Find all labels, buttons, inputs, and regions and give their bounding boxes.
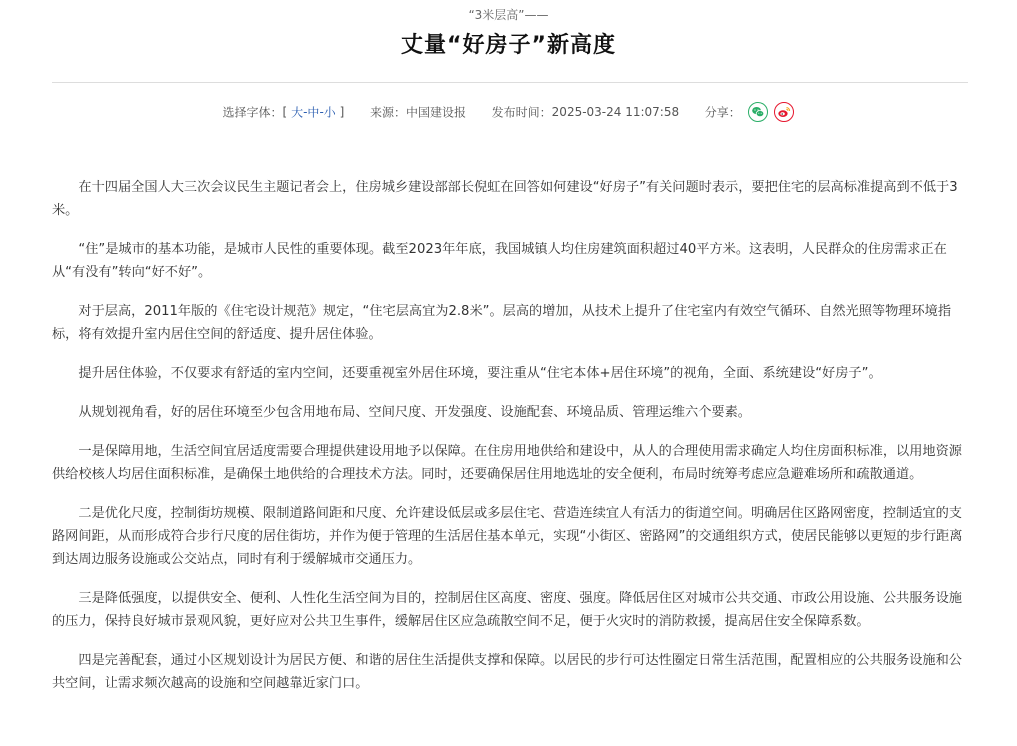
article-paragraph: “住”是城市的基本功能，是城市人民性的重要体现。截至2023年年底，我国城镇人均住房建筑面积超过40平方米。这表明，人民群众的住房需求正在从“有没有”转向“好不好”。 <box>52 242 947 280</box>
font-size-close-bracket: ] <box>339 105 345 119</box>
article-subtitle: “3米层高”—— <box>468 8 549 22</box>
font-size-label: 选择字体： <box>222 105 283 120</box>
source-value: 中国建设报 <box>405 105 466 120</box>
article-body <box>52 176 970 711</box>
share-label: 分享： <box>704 105 741 120</box>
article-paragraph: 从规划视角看，好的居住环境至少包含用地布局、空间尺度、开发强度、设施配套、环境品质、管理运维六个要素。 <box>78 405 751 420</box>
weibo-share-button[interactable] <box>774 102 794 122</box>
publish-time-label: 发布时间： <box>491 105 552 120</box>
article-paragraph: 二是优化尺度，控制街坊规模、限制道路间距和尺度、允许建设低层或多层住宅、营造连续宜人有活力的街道空间。明确居住区路网密度，控制适宜的支路网间距，从而形成符合步行尺度的居住街坊，并作为便于管理的生活居住基本单元，实现“小街区、密路网”的交通组织方式，使居民能够以更短的步行距离到达周边服务设施或公交站点，同时有利于缓解城市交通压力。 <box>52 506 963 567</box>
article-paragraph: 一是保障用地，生活空间宜居适度需要合理提供建设用地予以保障。在住房用地供给和建设中，从人的合理使用需求确定人均住房面积标准，以用地资源供给校核人均居住面积标准，是确保土地供给的合理技术方法。同时，还要确保居住用地选址的安全便利，布局时统筹考虑应急避难场所和疏散通道。 <box>52 444 962 482</box>
article-paragraph: 四是完善配套，通过小区规划设计为居民方便、和谐的居住生活提供支撑和保障。以居民的步行可达性圈定日常生活范围，配置相应的公共服务设施和公共空间，让需求频次越高的设施和空间越靠近家门口。 <box>52 653 962 691</box>
wechat-share-button[interactable] <box>748 102 768 122</box>
font-large-link[interactable]: 大 <box>291 105 304 120</box>
article-paragraph: 在十四届全国人大三次会议民生主题记者会上，住房城乡建设部部长倪虹在回答如何建设“好房子”有关问题时表示，要把住宅的层高标准提高到不低于3米。 <box>52 180 958 218</box>
font-size-open-bracket: [ <box>282 105 288 119</box>
weibo-icon <box>777 105 791 119</box>
article-paragraph: 对于层高，2011年版的《住宅设计规范》规定，“住宅层高宜为2.8米”。层高的增加，从技术上提升了住宅室内有效空气循环、自然光照等物理环境指标，将有效提升室内居住空间的舒适度、提升居住体验。 <box>52 304 952 342</box>
font-separator: - <box>319 105 324 119</box>
font-small-link[interactable]: 小 <box>323 105 336 120</box>
article-meta <box>0 102 1017 122</box>
font-separator: - <box>303 105 308 119</box>
article-paragraph: 三是降低强度，以提供安全、便利、人性化生活空间为目的，控制居住区高度、密度、强度。降低居住区对城市公共交通、市政公用设施、公共服务设施的压力，保持良好城市景观风貌，更好应对公共卫生事件，缓解居住区应急疏散空间不足，便于火灾时的消防救援，提高居住安全保障系数。 <box>52 591 962 629</box>
publish-time-value: 2025-03-24 11:07:58 <box>551 105 680 119</box>
page-title: 丈量“好房子”新高度 <box>401 33 616 58</box>
title-divider <box>52 82 968 83</box>
article-paragraph: 提升居住体验，不仅要求有舒适的室内空间，还要重视室外居住环境，要注重从“住宅本体+居住环境”的视角，全面、系统建设“好房子”。 <box>78 366 882 381</box>
source-label: 来源： <box>369 105 406 120</box>
font-medium-link[interactable]: 中 <box>307 105 320 120</box>
wechat-icon <box>751 105 765 119</box>
